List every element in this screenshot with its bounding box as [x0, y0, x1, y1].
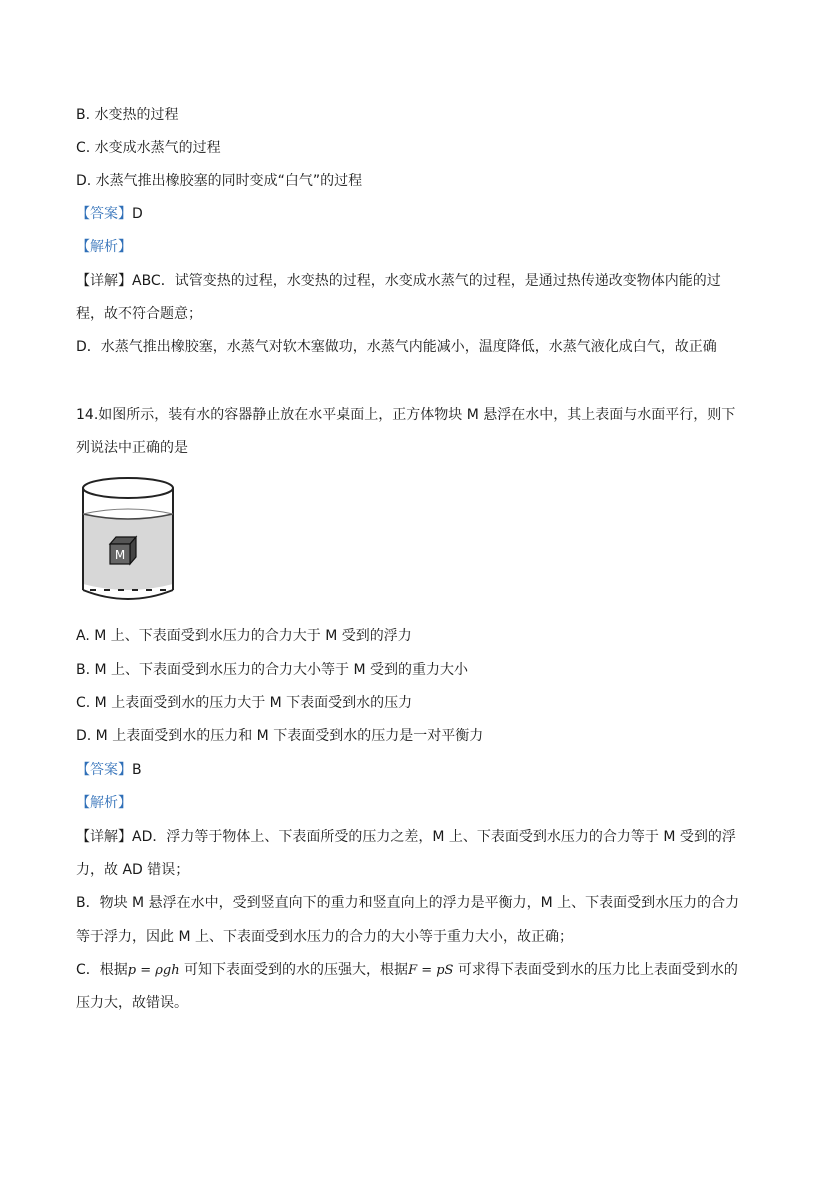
prev-detail-line-3: D．水蒸气推出橡胶塞，水蒸气对软木塞做功，水蒸气内能减小，温度降低，水蒸气液化成白气，故正确 — [76, 339, 717, 355]
q14-stem-line-2: 列说法中正确的是 — [76, 440, 188, 456]
prev-option-d: D. 水蒸气推出橡胶塞的同时变成“白气”的过程 — [76, 173, 363, 189]
beaker-drawing — [80, 474, 176, 614]
cube-label: M — [114, 548, 126, 562]
q14-detail-line-6: 压力大，故错误。 — [76, 995, 188, 1011]
water-surface-back — [83, 509, 173, 514]
answer-value: D — [132, 206, 143, 222]
q14-detail-line-3: B．物块 M 悬浮在水中，受到竖直向下的重力和竖直向上的浮力是平衡力，M 上、下表面受到水压力的合力 — [76, 895, 740, 911]
formula-force: F = pS — [408, 963, 454, 978]
prev-detail-line-1 — [76, 272, 721, 290]
detail-text: ABC．试管变热的过程，水变热的过程，水变成水蒸气的过程，是通过热传递改变物体内能的过 — [132, 273, 721, 289]
q14-option-d: D. M 上表面受到水的压力和 M 下表面受到水的压力是一对平衡力 — [76, 728, 484, 744]
prev-answer — [76, 205, 143, 223]
detail-line-5-mid: 可知下表面受到的水的压强大，根据 — [179, 962, 409, 978]
q14-stem-line-1: 14.如图所示，装有水的容器静止放在水平桌面上，正方体物块 M 悬浮在水中，其上表面与水面平行，则下 — [76, 407, 736, 423]
prev-option-c: C. 水变成水蒸气的过程 — [76, 140, 221, 156]
bottom-curve — [83, 590, 173, 599]
detail-line-5-prefix: C．根据 — [76, 962, 128, 978]
answer-label: 【答案】 — [76, 762, 132, 778]
detail-line-5-suffix: 可求得下表面受到水的压力比上表面受到水的 — [453, 962, 738, 978]
prev-option-b: B. 水变热的过程 — [76, 107, 179, 123]
detail-label: 【详解】 — [76, 273, 132, 289]
q14-detail-line-4: 等于浮力，因此 M 上、下表面受到水压力的合力的大小等于重力大小，故正确； — [76, 929, 573, 945]
detail-text: AD．浮力等于物体上、下表面所受的压力之差，M 上、下表面受到水压力的合力等于 M 受到的浮 — [132, 829, 736, 845]
formula-pressure: p = ρgh — [127, 963, 180, 978]
rim-ellipse — [83, 478, 173, 498]
q14-option-b: B. M 上、下表面受到水压力的合力大小等于 M 受到的重力大小 — [76, 662, 469, 678]
q14-analysis-label: 【解析】 — [76, 795, 132, 811]
prev-detail-line-2: 程，故不符合题意； — [76, 306, 202, 322]
q14-option-c: C. M 上表面受到水的压力大于 M 下表面受到水的压力 — [76, 695, 413, 711]
prev-analysis-label: 【解析】 — [76, 239, 132, 255]
answer-value: B — [132, 762, 142, 778]
q14-detail-line-2: 力，故 AD 错误； — [76, 862, 190, 878]
container-figure — [80, 474, 176, 614]
detail-label: 【详解】 — [76, 829, 132, 845]
q14-answer — [76, 761, 142, 779]
q14-option-a: A. M 上、下表面受到水压力的合力大于 M 受到的浮力 — [76, 628, 412, 644]
q14-detail-line-5 — [76, 961, 738, 980]
answer-label: 【答案】 — [76, 206, 132, 222]
q14-detail-line-1 — [76, 828, 736, 846]
